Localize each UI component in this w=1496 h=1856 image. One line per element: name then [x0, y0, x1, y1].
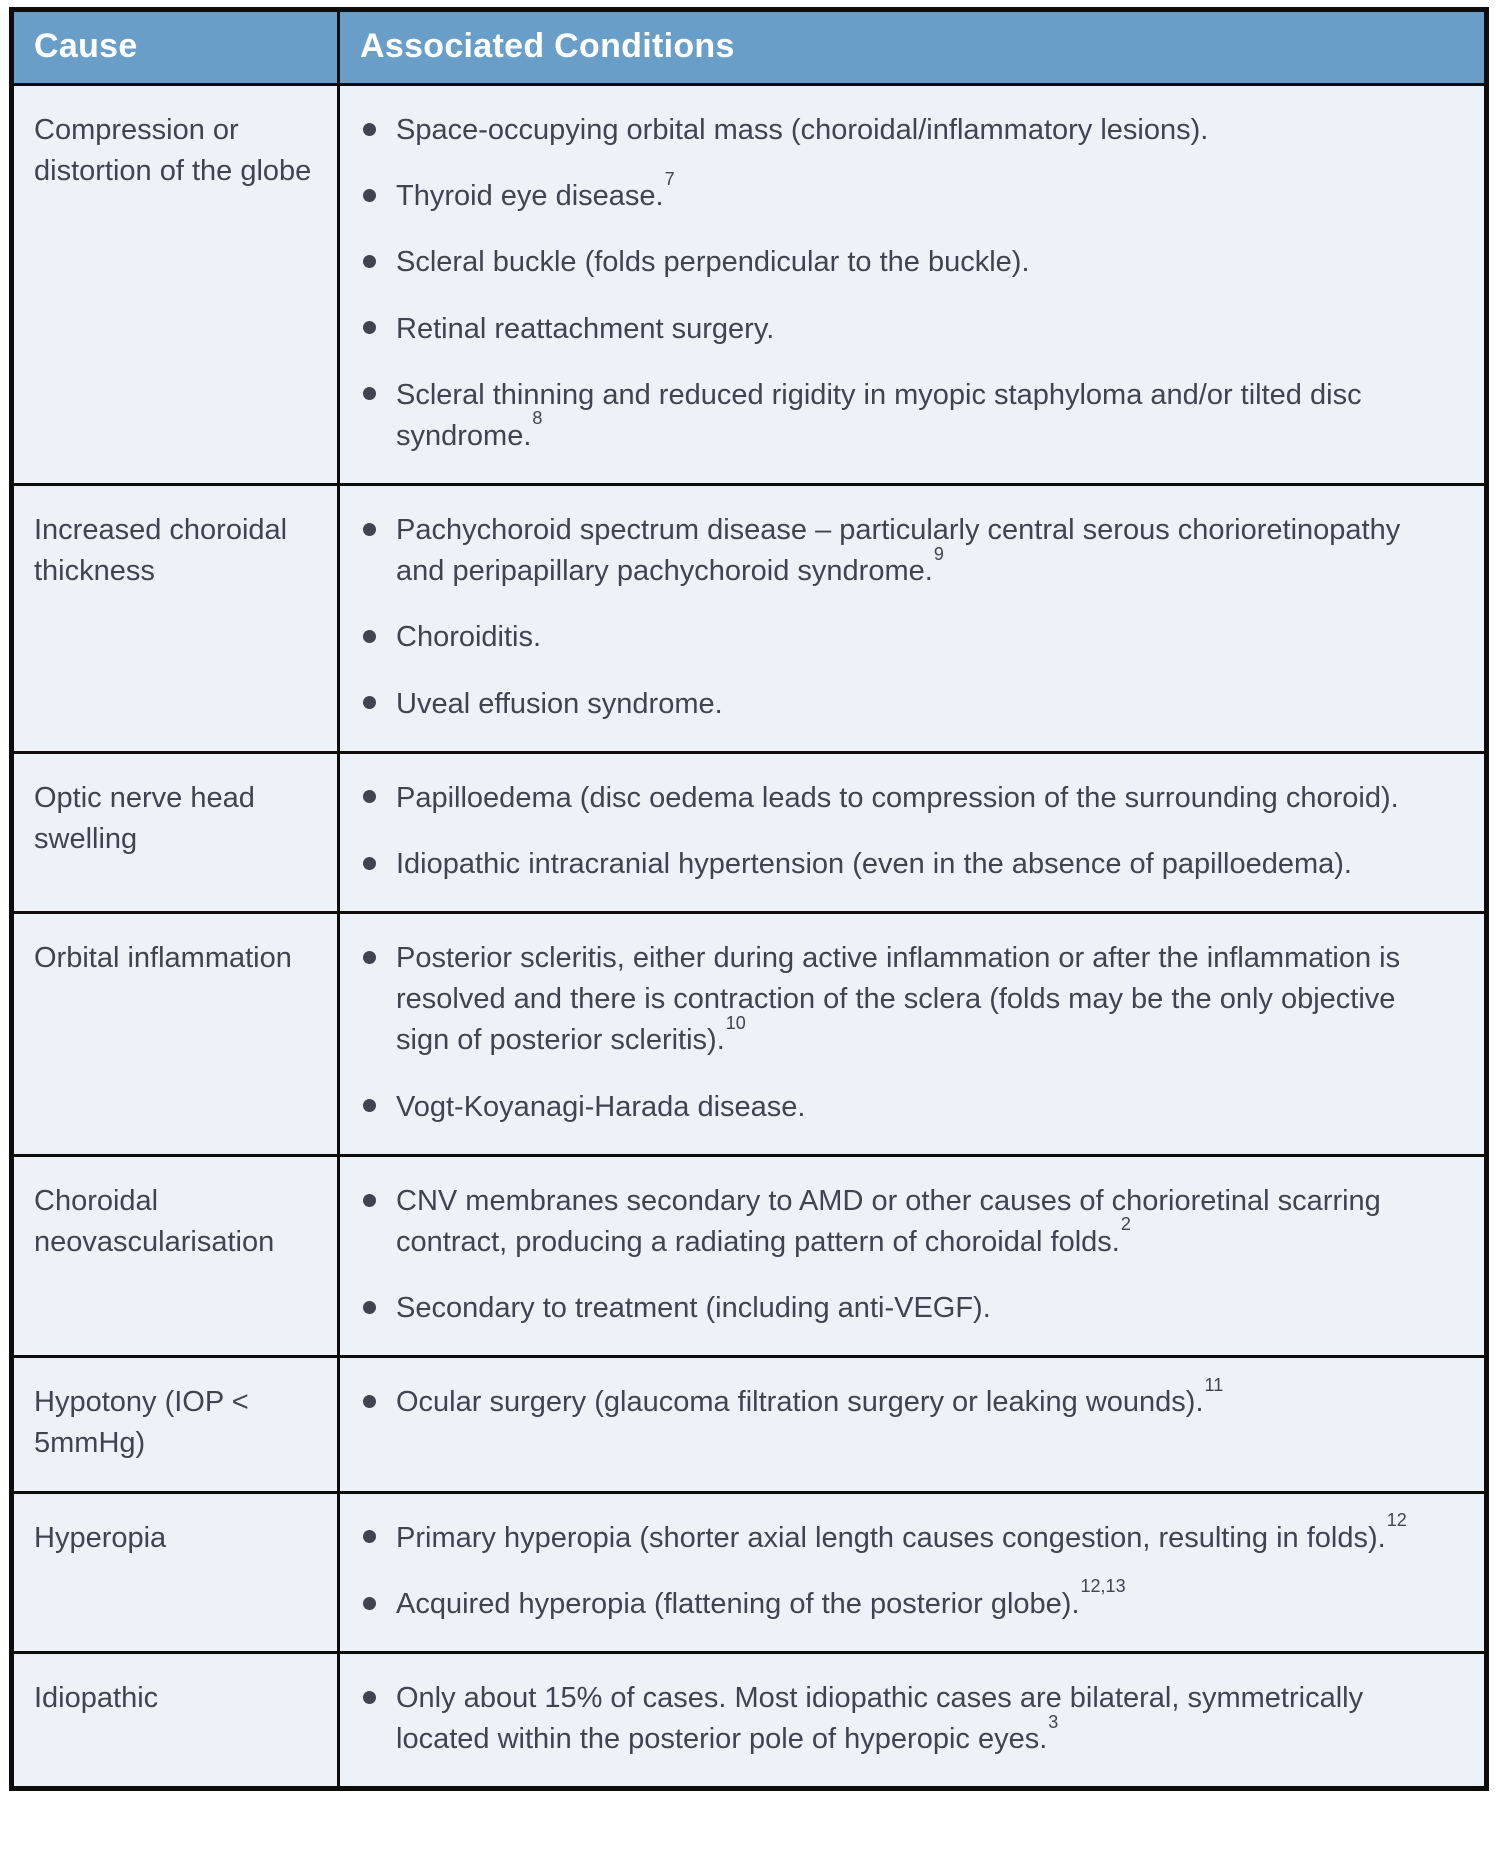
- condition-item: [360, 1576, 1420, 1625]
- table-header: [12, 10, 1487, 85]
- condition-list: [360, 110, 1420, 457]
- condition-item: [360, 309, 1420, 350]
- cause-cell: Idiopathic: [12, 1652, 339, 1788]
- condition-item: [360, 110, 1420, 151]
- condition-text: Scleral buckle (folds perpendicular to the buckle).: [396, 246, 1030, 279]
- bullet-icon: [363, 790, 376, 803]
- reference-superscript: 12: [1386, 1510, 1407, 1531]
- condition-item: [360, 1087, 1420, 1128]
- reference-superscript: 12,13: [1080, 1576, 1126, 1597]
- condition-text: CNV membranes secondary to AMD or other causes of chorioretinal scarring contract, producing a radiating pattern of choroidal folds.: [396, 1184, 1381, 1258]
- reference-superscript: 11: [1204, 1374, 1224, 1395]
- bullet-icon: [363, 321, 376, 334]
- bullet-icon: [363, 696, 376, 709]
- condition-text: Scleral thinning and reduced rigidity in myopic staphyloma and/or tilted disc syndrome.: [396, 378, 1362, 452]
- reference-superscript: 10: [725, 1012, 746, 1033]
- condition-text: Uveal effusion syndrome.: [396, 687, 723, 720]
- condition-list: [360, 1510, 1420, 1625]
- condition-item: [360, 375, 1420, 457]
- bullet-icon: [363, 1530, 376, 1543]
- condition-text: Pachychoroid spectrum disease – particularly central serous chorioretinopathy and peripapillary pachychoroid syndrome.: [396, 514, 1401, 588]
- condition-text: Primary hyperopia (shorter axial length causes congestion, resulting in folds).: [396, 1521, 1386, 1554]
- condition-item: [360, 1181, 1420, 1263]
- condition-text: Only about 15% of cases. Most idiopathic cases are bilateral, symmetrically located within the posterior pole of hyperopic eyes.: [396, 1681, 1364, 1756]
- header-row: [12, 10, 1487, 85]
- condition-text: Choroiditis.: [396, 621, 542, 654]
- condition-list: [360, 938, 1420, 1128]
- bullet-icon: [363, 255, 376, 268]
- condition-text: Ocular surgery (glaucoma filtration surgery or leaking wounds).: [396, 1386, 1204, 1419]
- conditions-cell: [339, 752, 1487, 912]
- table-row: [12, 1652, 1487, 1788]
- condition-item: [360, 168, 1420, 217]
- reference-superscript: 9: [933, 543, 944, 564]
- condition-list: [360, 778, 1420, 885]
- condition-list: [360, 1181, 1420, 1330]
- conditions-cell: [339, 1155, 1487, 1357]
- condition-text: Papilloedema (disc oedema leads to compression of the surrounding choroid).: [396, 781, 1399, 814]
- table-row: [12, 485, 1487, 753]
- condition-item: [360, 1510, 1420, 1559]
- condition-item: [360, 938, 1420, 1062]
- cause-cell: Optic nerve head swelling: [12, 752, 339, 912]
- conditions-cell: [339, 913, 1487, 1156]
- table-row: [12, 1492, 1487, 1652]
- condition-text: Vogt-Koyanagi-Harada disease.: [396, 1090, 806, 1123]
- table-row: [12, 913, 1487, 1156]
- bullet-icon: [363, 1099, 376, 1112]
- reference-superscript: 3: [1048, 1711, 1059, 1732]
- cause-cell: Increased choroidal thickness: [12, 485, 339, 753]
- bullet-icon: [363, 123, 376, 136]
- condition-item: [360, 778, 1420, 819]
- header-associated-conditions: Associated Conditions: [339, 10, 1487, 85]
- condition-item: [360, 242, 1420, 283]
- condition-text: Secondary to treatment (including anti-VEGF).: [396, 1292, 991, 1325]
- condition-item: [360, 617, 1420, 658]
- table-body: [12, 85, 1487, 1789]
- cause-cell: Orbital inflammation: [12, 913, 339, 1156]
- condition-text: Space-occupying orbital mass (choroidal/inflammatory lesions).: [396, 114, 1209, 146]
- condition-text: Acquired hyperopia (flattening of the posterior globe).: [396, 1587, 1080, 1620]
- table-row: [12, 752, 1487, 912]
- conditions-cell: [339, 1652, 1487, 1788]
- condition-list: [360, 1374, 1420, 1423]
- bullet-icon: [363, 1194, 376, 1207]
- bullet-icon: [363, 630, 376, 643]
- bullet-icon: [363, 523, 376, 536]
- reference-superscript: 2: [1120, 1214, 1131, 1235]
- condition-list: [360, 510, 1420, 725]
- condition-list: [360, 1678, 1420, 1760]
- condition-text: Idiopathic intracranial hypertension (even in the absence of papilloedema).: [396, 847, 1352, 880]
- causes-table: [9, 7, 1489, 1791]
- condition-text: Thyroid eye disease.: [396, 180, 664, 213]
- reference-superscript: 7: [664, 168, 675, 189]
- conditions-cell: [339, 485, 1487, 753]
- condition-item: [360, 684, 1420, 725]
- bullet-icon: [363, 189, 376, 202]
- bullet-icon: [363, 387, 376, 400]
- bullet-icon: [363, 951, 376, 964]
- cause-cell: Choroidal neovascularisation: [12, 1155, 339, 1357]
- cause-cell: Compression or distortion of the globe: [12, 85, 339, 485]
- condition-item: [360, 844, 1420, 885]
- header-cause: Cause: [12, 10, 339, 85]
- table-row: [12, 1155, 1487, 1357]
- condition-text: Posterior scleritis, either during active inflammation or after the inflammation is resolved and there is contraction of the sclera (folds may be the only objective sign of posterior scleritis).: [396, 942, 1401, 1057]
- bullet-icon: [363, 857, 376, 870]
- conditions-cell: [339, 1492, 1487, 1652]
- bullet-icon: [363, 1395, 376, 1408]
- conditions-cell: [339, 1357, 1487, 1492]
- table-row: [12, 1357, 1487, 1492]
- cause-cell: Hypotony (IOP < 5mmHg): [12, 1357, 339, 1492]
- cause-cell: Hyperopia: [12, 1492, 339, 1652]
- condition-item: [360, 1678, 1420, 1760]
- condition-text: Retinal reattachment surgery.: [396, 312, 775, 345]
- condition-item: [360, 1288, 1420, 1329]
- bullet-icon: [363, 1691, 376, 1704]
- conditions-cell: [339, 85, 1487, 485]
- bullet-icon: [363, 1301, 376, 1314]
- table-row: [12, 85, 1487, 485]
- condition-item: [360, 1374, 1420, 1423]
- reference-superscript: 8: [532, 408, 543, 429]
- condition-item: [360, 510, 1420, 592]
- bullet-icon: [363, 1597, 376, 1610]
